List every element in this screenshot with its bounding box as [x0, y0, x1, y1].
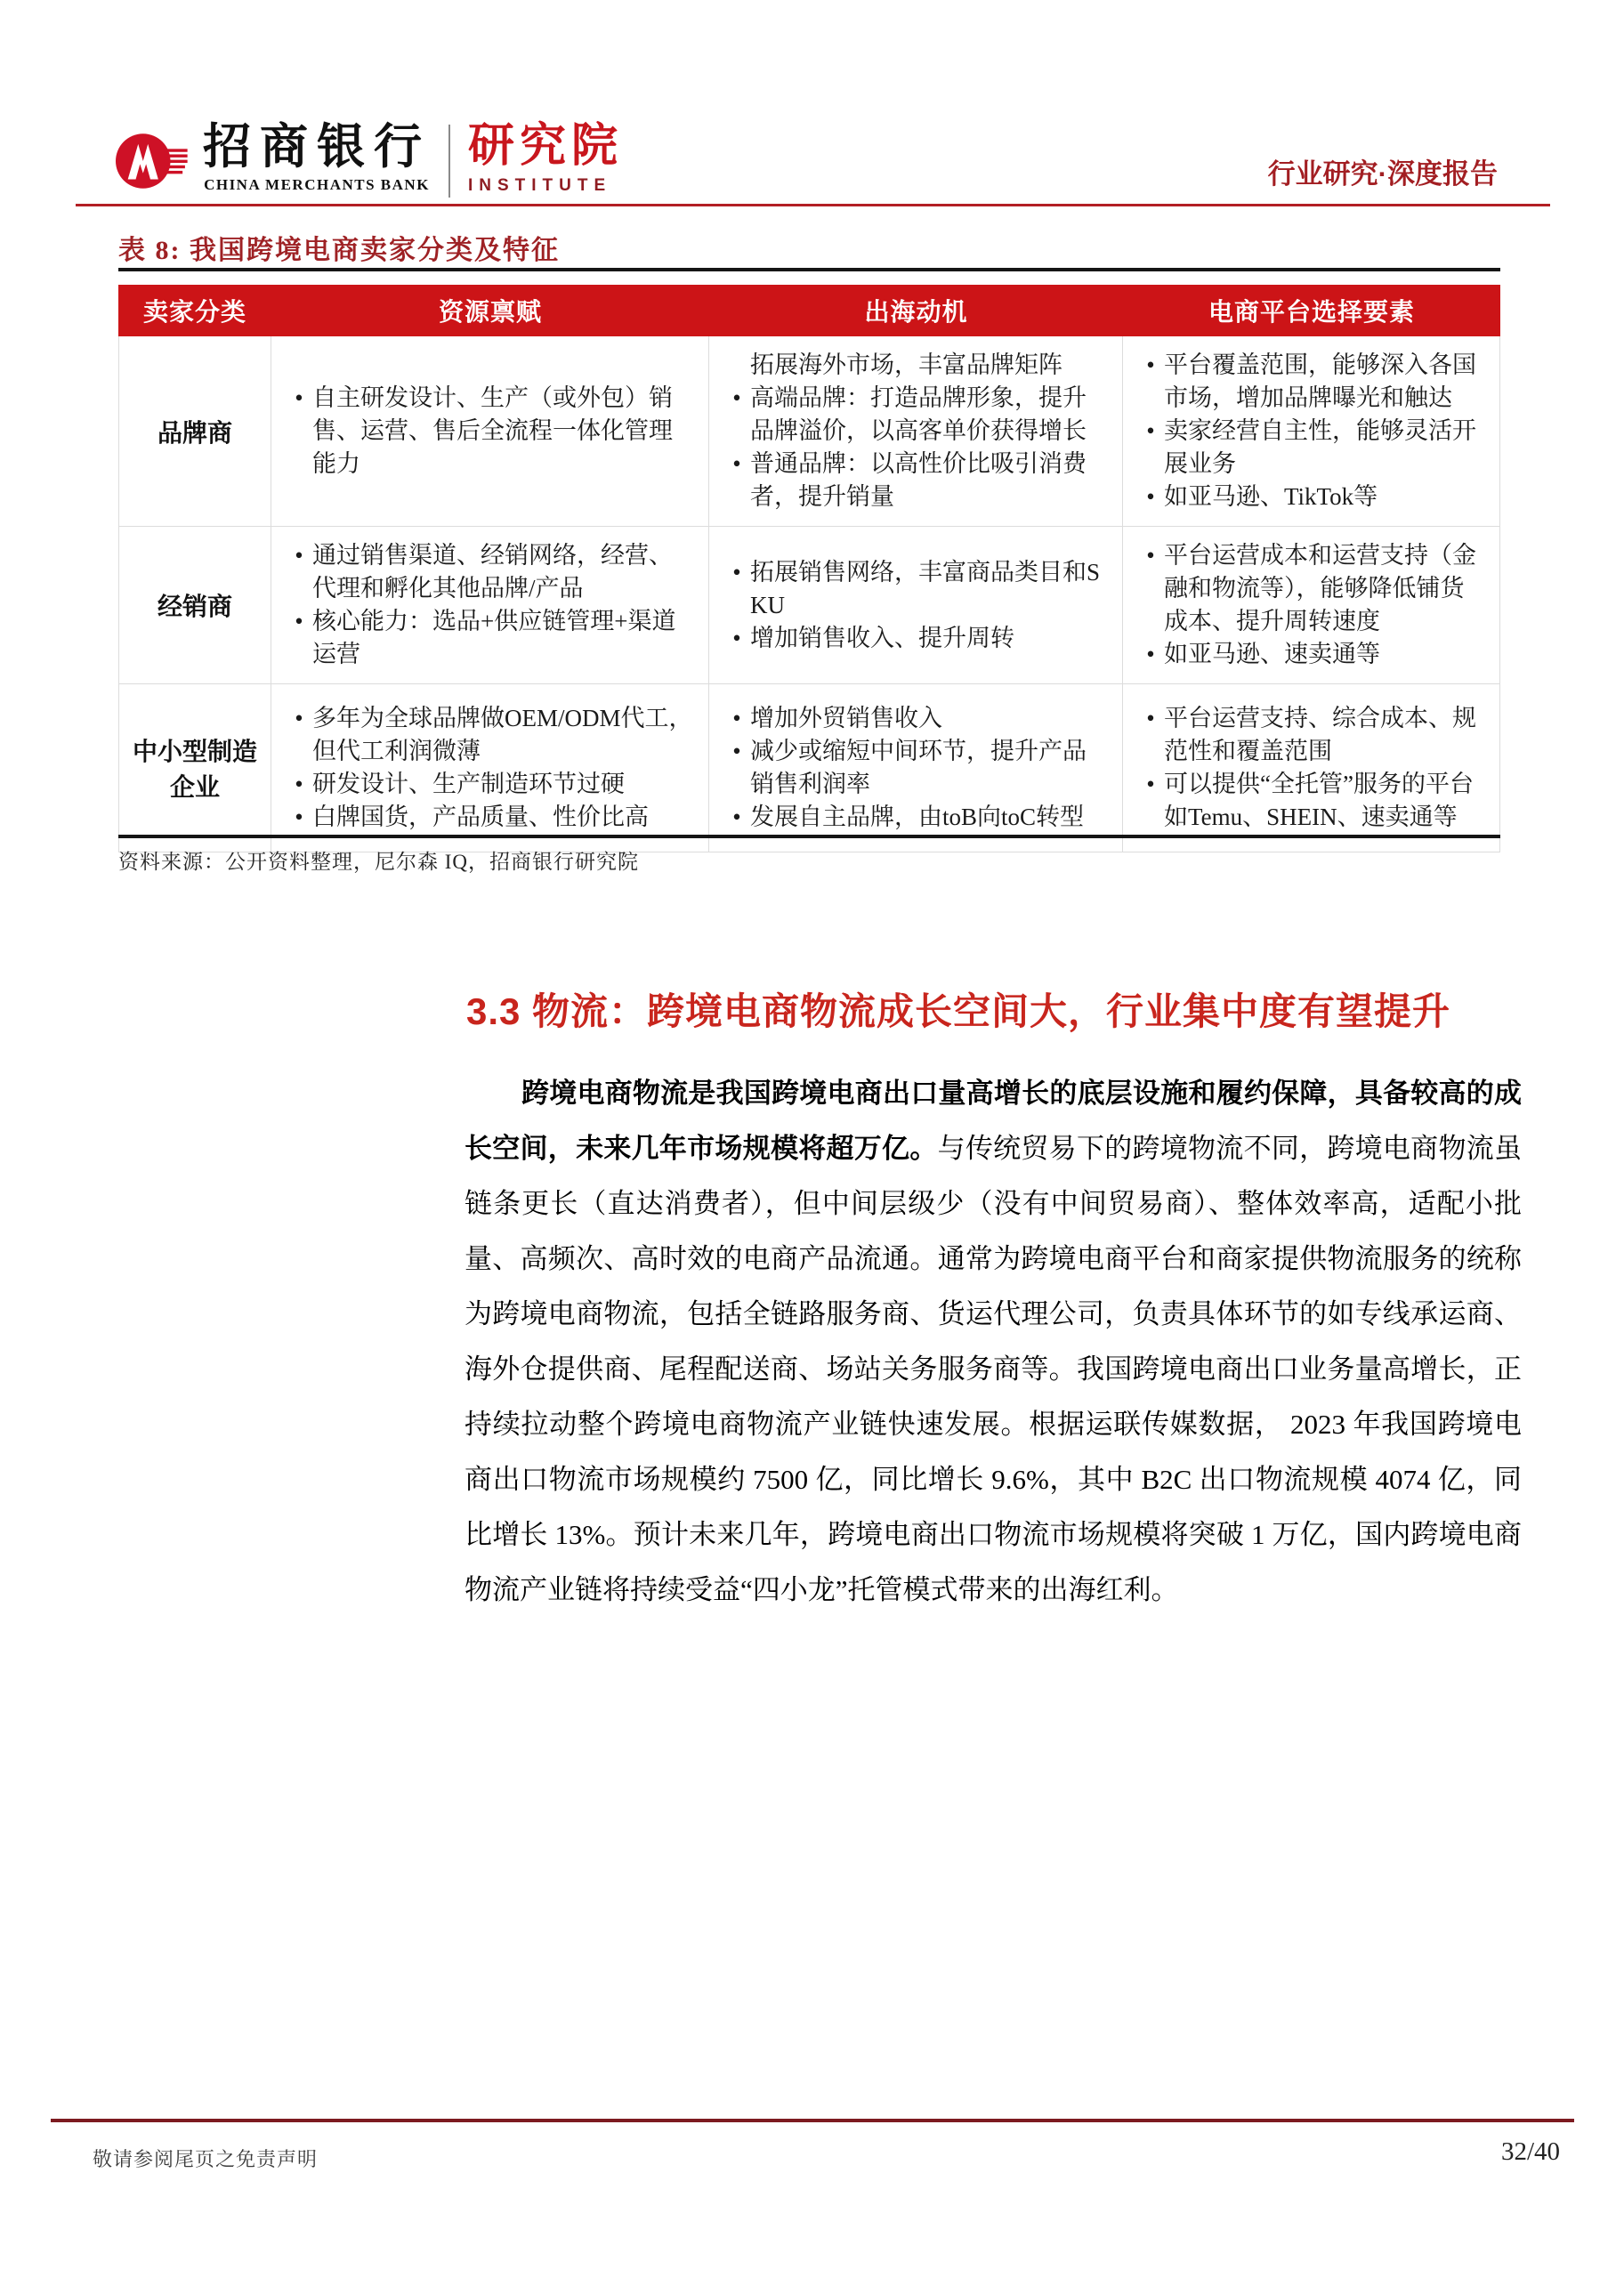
cell-text: 拓展销售网络，丰富商品类目和SKU [750, 558, 1101, 618]
table-top-rule [118, 268, 1500, 271]
page-header [116, 119, 623, 212]
bullet-spacer [723, 349, 750, 382]
seller-category: 经销商 [118, 527, 271, 683]
bullet-item [1137, 349, 1485, 415]
cell-text: 可以提供“全托管”服务的平台如Temu、SHEIN、速卖通等 [1164, 771, 1474, 830]
bullet-marker: • [1146, 641, 1155, 667]
table-source: 资料来源：公开资料整理，尼尔森 IQ，招商银行研究院 [118, 851, 640, 873]
cell-text: 增加外贸销售收入 [750, 705, 942, 731]
seller-category: 品牌商 [118, 336, 271, 526]
bullet-marker: • [732, 384, 741, 411]
table-title: 表 8: 我国跨境电商卖家分类及特征 [118, 236, 560, 265]
bullet-item [723, 702, 1108, 735]
bullet-item [286, 539, 694, 605]
bank-name-cn: 招商银行 [203, 120, 431, 174]
table-row [118, 336, 1500, 527]
bullet-marker: • [1146, 771, 1155, 797]
cell-resources [271, 527, 709, 683]
cell-text: 核心能力：选品+供应链管理+渠道运营 [312, 608, 676, 667]
bullet-marker: • [295, 384, 303, 411]
bullet-item [723, 448, 1108, 513]
table-row [118, 684, 1500, 852]
bullet-marker: • [732, 804, 741, 830]
bullet-marker: • [1146, 705, 1155, 731]
bullet-item [1137, 768, 1485, 834]
footer-disclaimer: 敬请参阅尾页之免责声明 [93, 2148, 319, 2170]
bullet-marker: • [732, 624, 741, 651]
cell-motivations [709, 336, 1123, 526]
table-header-row [118, 285, 1500, 336]
bullet-item [1137, 539, 1485, 638]
cell-motivations [709, 684, 1123, 852]
cell-text: 拓展海外市场，丰富品牌矩阵 [750, 351, 1062, 378]
section-heading: 3.3 物流：跨境电商物流成长空间大，行业集中度有望提升 [466, 990, 1451, 1032]
footer-rule [51, 2119, 1574, 2122]
bullet-item [1137, 415, 1485, 481]
cell-text: 减少或缩短中间环节，提升产品销售利润率 [750, 738, 1087, 797]
bullet-marker: • [1146, 417, 1155, 444]
bullet-marker: • [732, 738, 741, 764]
cell-text: 卖家经营自主性，能够灵活开展业务 [1164, 417, 1476, 477]
cell-text: 白牌国货，产品质量、性价比高 [312, 804, 649, 830]
bullet-marker: • [732, 450, 741, 477]
bullet-item [1137, 702, 1485, 768]
cell-text: 发展自主品牌，由toB向toC转型 [750, 804, 1085, 830]
bullet-item [286, 702, 694, 768]
cell-text: 通过销售渠道、经销网络，经营、代理和孵化其他品牌/产品 [312, 542, 673, 602]
cell-text: 自主研发设计、生产（或外包）销售、运营、售后全流程一体化管理能力 [312, 384, 673, 477]
cell-motivations [709, 527, 1123, 683]
bullet-item [1137, 638, 1485, 671]
bullet-item [286, 605, 694, 671]
cell-text: 平台覆盖范围，能够深入各国市场，增加品牌曝光和触达 [1164, 351, 1476, 411]
bank-name-en: CHINA MERCHANTS BANK [204, 176, 430, 193]
paragraph-bold-lead: 跨境电商物流是我国跨境电商出口量高增长的底层设施和履约保障，具备较高的成长空间，未来几年市场规模将超万亿。 [465, 1078, 1522, 1164]
page-number: 32/40 [1500, 2137, 1560, 2166]
cell-text: 多年为全球品牌做OEM/ODM代工，但代工利润微薄 [312, 705, 693, 764]
bullet-marker: • [295, 608, 303, 634]
cell-text: 普通品牌：以高性价比吸引消费者，提升销量 [750, 450, 1087, 510]
body-paragraph [465, 1066, 1522, 1618]
bullet-marker: • [295, 705, 303, 731]
seller-category: 中小型制造企业 [118, 684, 271, 852]
bullet-item [286, 801, 694, 834]
bullet-marker: • [1146, 483, 1155, 510]
institute-name-cn: 研究院 [468, 120, 624, 172]
bullet-item [286, 382, 694, 481]
logo-divider [448, 125, 450, 198]
cell-text: 平台运营成本和运营支持（金融和物流等），能够降低铺货成本、提升周转速度 [1164, 542, 1476, 634]
bullet-marker: • [732, 558, 741, 586]
cell-text: 如亚马逊、TikTok等 [1164, 483, 1378, 510]
table-body [118, 336, 1500, 852]
cell-text: 研发设计、生产制造环节过硬 [312, 771, 625, 797]
bullet-item [723, 349, 1108, 382]
cell-resources [271, 684, 709, 852]
bullet-marker: • [295, 542, 303, 569]
bullet-item [1137, 481, 1485, 513]
table-row [118, 527, 1500, 684]
cell-text: 平台运营支持、综合成本、规范性和覆盖范围 [1164, 705, 1476, 764]
bullet-item [723, 556, 1108, 622]
seller-classification-table [118, 285, 1500, 852]
bullet-item [723, 801, 1108, 834]
cell-resources [271, 336, 709, 526]
bullet-marker: • [295, 771, 303, 797]
bank-name-block [203, 119, 431, 194]
report-type-label: 行业研究·深度报告 [1267, 158, 1498, 190]
column-header: 资源禀赋 [438, 298, 542, 326]
institute-block [468, 119, 623, 196]
column-header: 出海动机 [864, 298, 968, 326]
bullet-marker: • [1146, 542, 1155, 569]
bullet-marker: • [1146, 351, 1155, 378]
paragraph-body-text: 与传统贸易下的跨境物流不同，跨境电商物流虽链条更长（直达消费者），但中间层级少（没有中间贸易商）、整体效率高，适配小批量、高频次、高时效的电商产品流通。通常为跨境电商平台和商家提供物流服务的统称为跨境电商物流，包括全链路服务商、货运代理公司，负责具体环节的如专线承运商、海外仓提供商、尾程配送商、场站关务服务商等。我国跨境电商出口业务量高增长，正持续拉动整个跨境电商物流产业链快速发展。根据运联传媒数据， 2023 年我国跨境电商出口物流市场规模约 7500 亿，同比增长 9.6%，其中 B2C 出口物流规模 4074 亿，同比增长 13%。预计未来几年，跨境电商出口物流市场规模将突破 1 万亿，国内跨境电商物流产业链将持续受益“四小龙”托管模式带来的出海红利。 [465, 1133, 1522, 1605]
bullet-item [723, 382, 1108, 448]
cell-platform-factors [1123, 527, 1500, 683]
cell-text: 高端品牌：打造品牌形象，提升品牌溢价，以高客单价获得增长 [750, 384, 1087, 444]
cmb-logo-icon [116, 125, 189, 198]
cell-text: 如亚马逊、速卖通等 [1164, 641, 1380, 667]
table-bottom-rule [118, 835, 1500, 838]
column-header: 卖家分类 [142, 298, 246, 326]
cell-platform-factors [1123, 684, 1500, 852]
institute-name-en: INSTITUTE [468, 176, 612, 195]
bullet-marker: • [732, 705, 741, 731]
cell-platform-factors [1123, 336, 1500, 526]
bullet-item [723, 735, 1108, 801]
header-rule [76, 204, 1550, 206]
bullet-item [723, 622, 1108, 655]
column-header: 电商平台选择要素 [1208, 298, 1415, 326]
cell-text: 增加销售收入、提升周转 [750, 624, 1014, 651]
bullet-item [286, 768, 694, 801]
bullet-marker: • [295, 804, 303, 830]
